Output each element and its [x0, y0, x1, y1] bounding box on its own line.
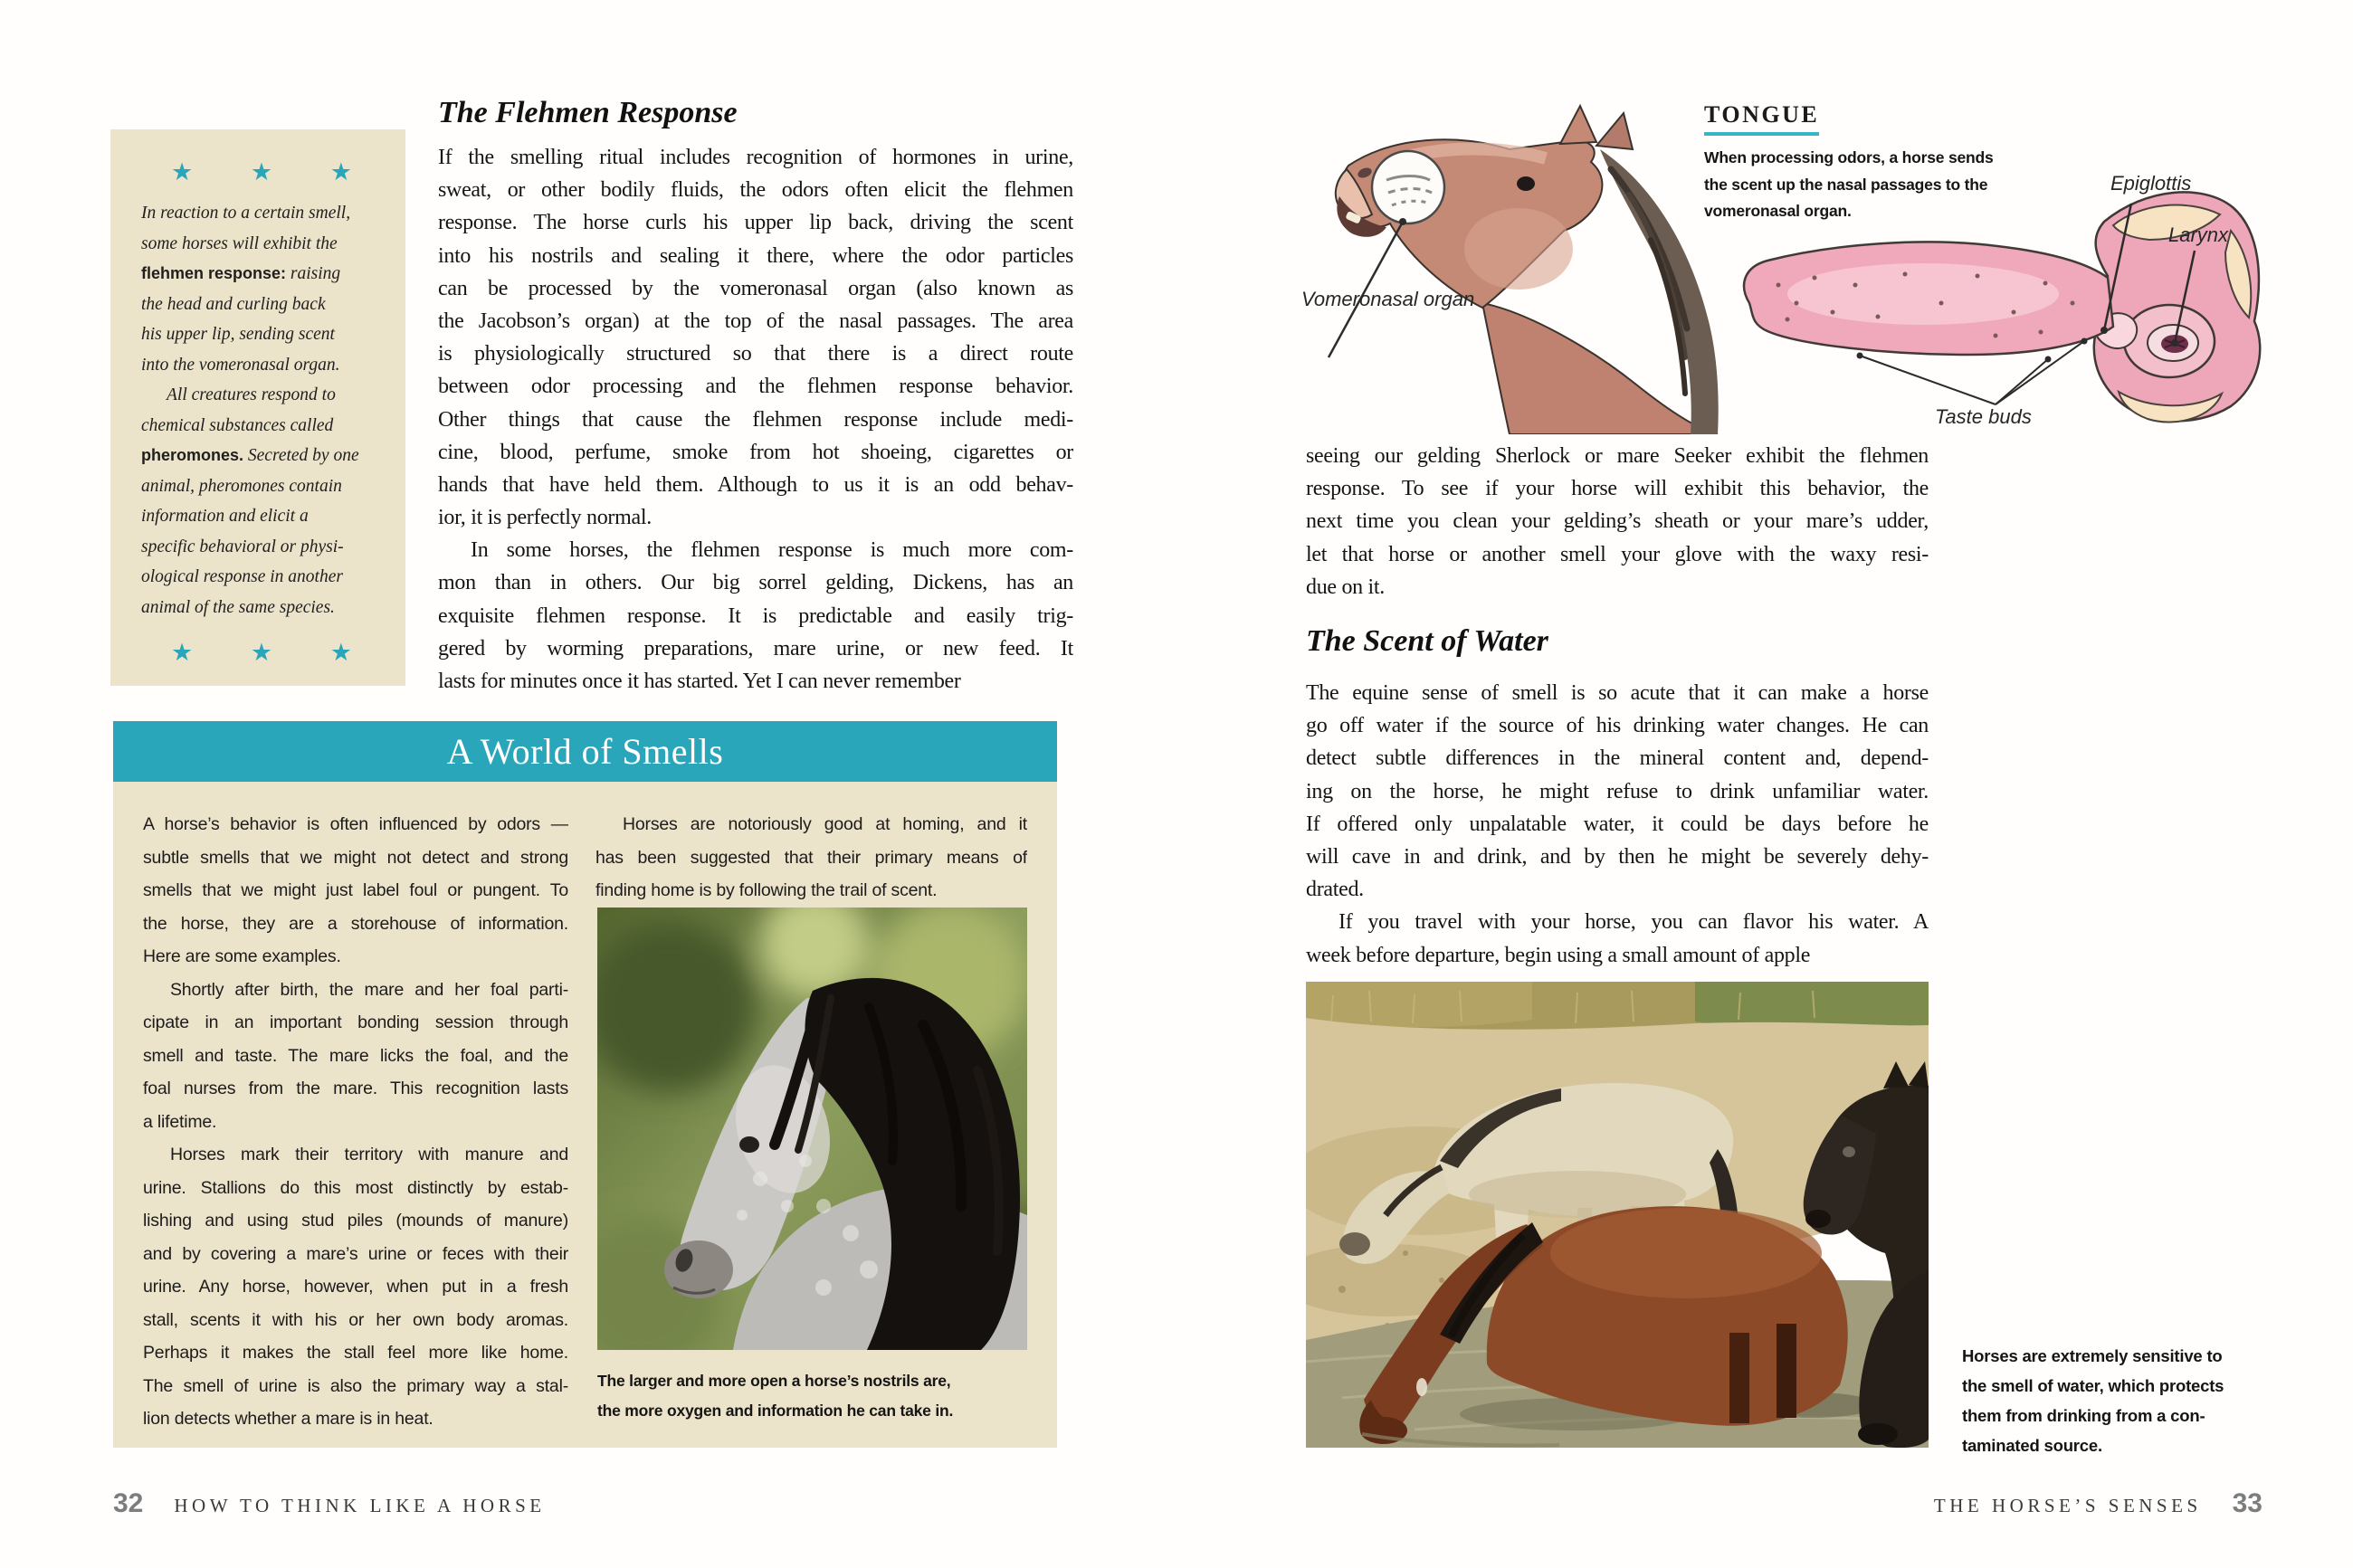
larynx-label: Larynx [2168, 223, 2229, 246]
gray-horse-photo-caption: The larger and more open a horse’s nostrils are, the more oxygen and information he can take in. [597, 1372, 954, 1420]
right-page-footer [1810, 1488, 2262, 1519]
pheromone-sidebar-box [110, 129, 405, 686]
taste-buds-label: Taste buds [1935, 405, 2032, 428]
world-of-smells-title: A World of Smells [446, 731, 724, 772]
figure-tongue [1724, 167, 2267, 443]
horse-head-illustration [1292, 86, 1727, 434]
star-icon: ★ [329, 639, 352, 667]
wos-right-column: Horses are notoriously good at homing, and it has been suggested that their primary means of finding home is by following the trail of scent. [595, 814, 1027, 900]
flehmen-continuation-text: seeing our gelding Sherlock or mare Seeker exhibit the flehmen response. To see if your horse will exhibit this behavior, the next time you clean your gelding’s sheath or your mare’s udder, let that horse or another smell your glove with the waxy resi- due on it. [1306, 444, 1929, 599]
wos-left-column: A horse’s behavior is often influenced by odors — subtle smells that we might not detect and strong smells that we might just label foul or pungent. To the horse, they are a storehouse of information. Here are some examples. Shortly after birth, the mare and her foal parti- cipate in an important bonding session through smell and taste. The mare licks the foal, and the foal nurses from the mare. This recognition lasts a lifetime. Horses mark their territory with manure and urine. Stallions do this most distinctly by estab- lishing and using stud piles (mounds of manure) and by covering a mare’s urine or feces with their urine. Any horse, however, when put in a fresh stall, scents it with his or her own body aromas. Perhaps it makes the stall feel more like home. The smell of urine is also the primary way a stal- lion detects whether a mare is in heat. [143, 814, 568, 1429]
sidebar-text: In reaction to a certain smell, some horses will exhibit the flehmen response: raising the head and curling back his upper lip, sending scent into the vomeronasal organ. All creatures respond to chemical substances called pheromones. Secreted by one animal, pheromones contain information and elicit a specific behavioral or physi- ological response in another animal of the same species. [141, 204, 359, 617]
star-icon: ★ [250, 639, 273, 667]
gray-horse-illustration [597, 908, 1027, 1350]
epiglottis-label: Epiglottis [2110, 172, 2192, 195]
photo-horses-drinking [1306, 982, 1929, 1448]
flehmen-body-text: If the smelling ritual includes recognition of hormones in urine, sweat, or other bodily fluids, the odors often elicit the flehmen response. The horse curls his upper lip back, driving the scent into his nostrils and sealing it there, where the odor particles can be processed by the vomeronasal organ (also known as the Jacobson’s organ) at the top of the nasal passages. The area is physiologically structured so that there is a direct route between odor processing and the flehmen response behavior. Other things that cause the flehmen response include medi- cine, blood, perfume, smoke from hot shoeing, cigarettes or hands that have held them. Although to us it is an odd behav- ior, it is perfectly normal. In some horses, the flehmen response is much more com- mon than in others. Our big sorrel gelding, Dickens, has an exquisite flehmen response. It is predictable and easily trig- gered by worming preparations, mare urine, or new feed. It lasts for minutes once it has started. Yet I can never remember [438, 146, 1073, 693]
page-number-right: 33 [2232, 1488, 2262, 1518]
book-title-running-head: HOW TO THINK LIKE A HORSE [174, 1495, 546, 1516]
left-page-footer [113, 1488, 546, 1519]
scent-of-water-body-text: The equine sense of smell is so acute that it can make a horse go off water if the source of his drinking water changes. He can detect subtle differences in the mineral content and, depend- ing on the horse, he might refuse to drink unfamiliar water. If offered only unpalatable water, it could be days before he will cave in and drink, and by then he might be severely dehy- drated. If you travel with your horse, you can flavor his water. A week before departure, begin using a small amount of apple [1306, 681, 1929, 967]
star-icon: ★ [329, 158, 352, 186]
water-photo-caption: Horses are extremely sensitive to the smell of water, which protects them from drinking from a con- taminated source. [1962, 1346, 2224, 1455]
figure-flehmen-horse-head [1292, 86, 1727, 434]
photo-gray-horse [597, 908, 1027, 1350]
scent-of-water-heading: The Scent of Water [1306, 624, 1548, 658]
star-icon: ★ [171, 639, 194, 667]
star-divider-top [171, 157, 352, 193]
star-divider-bottom [171, 637, 352, 673]
tongue-caption: When processing odors, a horse sends the scent up the nasal passages to the vomeronasal organ. [1704, 148, 1994, 220]
star-icon: ★ [250, 158, 273, 186]
world-of-smells-header-bar [113, 721, 1057, 782]
vomeronasal-organ-label: Vomeronasal organ [1301, 288, 1475, 310]
horses-drinking-illustration [1306, 982, 1929, 1448]
tongue-section-heading: TONGUE [1704, 101, 1819, 136]
tongue-illustration [1724, 167, 2267, 443]
page-number-left: 32 [113, 1488, 144, 1518]
star-icon: ★ [171, 158, 194, 186]
flehmen-response-heading: The Flehmen Response [438, 96, 738, 129]
chapter-title-running-head: THE HORSE’S SENSES [1933, 1495, 2202, 1516]
